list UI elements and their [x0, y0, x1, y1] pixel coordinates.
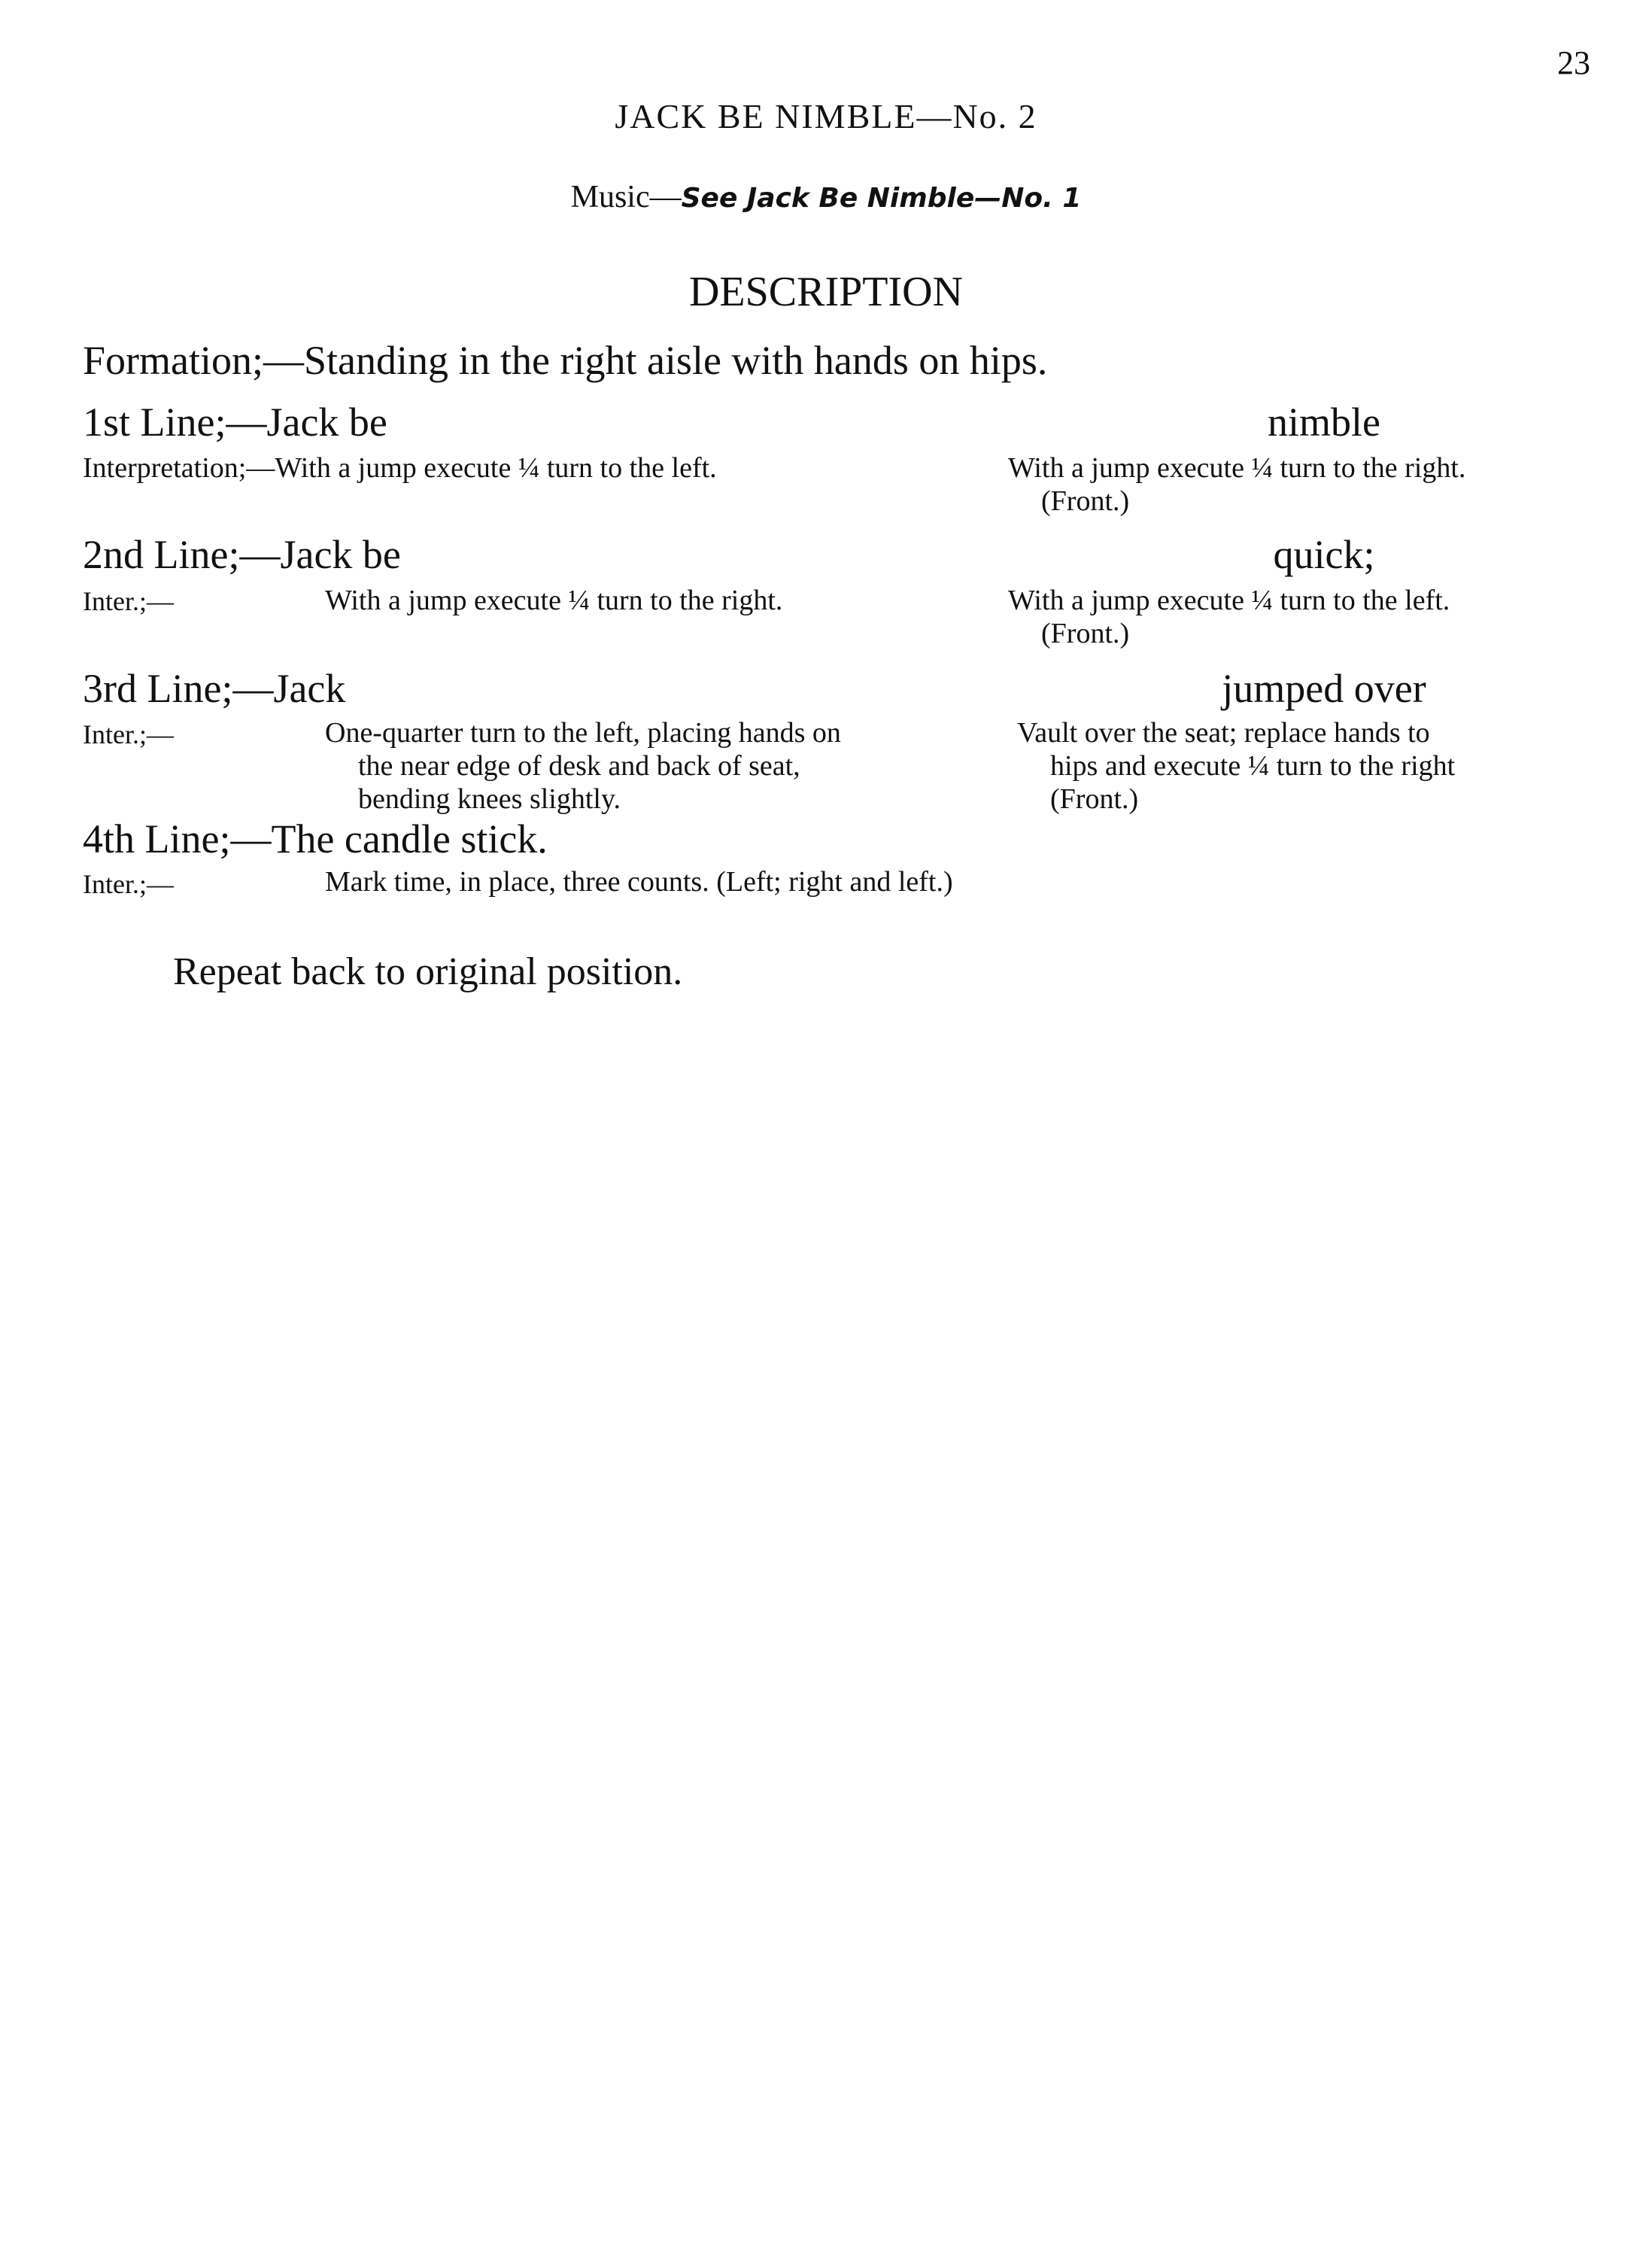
line-3-right-line-2: hips and execute ¼ turn to the right	[1050, 750, 1456, 782]
line-1-right-text: With a jump execute ¼ turn to the right.	[1008, 452, 1466, 484]
repeat-instruction: Repeat back to original position.	[173, 950, 683, 993]
music-reference-text: See Jack Be Nimble—No. 1	[681, 183, 1082, 214]
line-3-right-line-3: (Front.)	[1050, 783, 1139, 815]
line-2-label: 2nd Line;—Jack be	[83, 532, 401, 577]
line-3-inter-right	[1017, 716, 1604, 816]
music-label: Music—	[570, 180, 682, 214]
line-2-right-extra: (Front.)	[1041, 618, 1130, 649]
line-4-inter-left: Mark time, in place, three counts. (Left; right and left.)	[325, 866, 953, 898]
line-3-left-line-2: the near edge of desk and back of seat,	[358, 750, 800, 782]
line-3-label: 3rd Line;—Jack	[83, 666, 346, 711]
line-2-right-text: With a jump execute ¼ turn to the left.	[1008, 585, 1450, 616]
line-3-left-line-1: One-quarter turn to the left, placing hands on	[325, 717, 841, 749]
line-2-word: quick;	[1273, 532, 1375, 577]
line-1-right-extra: (Front.)	[1041, 485, 1130, 517]
line-3-right-line-1: Vault over the seat; replace hands to	[1017, 717, 1430, 749]
line-4-inter-label: Inter.;—	[83, 869, 174, 899]
page-number: 23	[1557, 44, 1590, 81]
line-1-inter-label: Interpretation;—	[83, 452, 275, 484]
line-1-inter-left: With a jump execute ¼ turn to the left.	[275, 452, 717, 484]
line-2-inter-left: With a jump execute ¼ turn to the right.	[325, 585, 783, 616]
line-1-interpretation	[83, 451, 717, 485]
line-3-inter-left	[325, 716, 973, 816]
description-heading: DESCRIPTION	[688, 269, 964, 315]
line-3-inter-label: Inter.;—	[83, 719, 174, 749]
line-1-label: 1st Line;—Jack be	[83, 400, 387, 445]
line-2-inter-right	[1008, 584, 1595, 650]
line-3-word: jumped over	[1222, 666, 1426, 711]
formation-text: Formation;—Standing in the right aisle with hands on hips.	[83, 338, 1048, 383]
line-1-inter-right	[1008, 451, 1595, 518]
page-title: JACK BE NIMBLE—No. 2	[615, 97, 1037, 135]
line-2-inter-label: Inter.;—	[83, 586, 174, 616]
line-3-left-line-3: bending knees slightly.	[358, 783, 621, 815]
line-1-word: nimble	[1268, 400, 1380, 445]
music-reference	[0, 179, 1652, 215]
line-4-label: 4th Line;—The candle stick.	[83, 816, 548, 862]
